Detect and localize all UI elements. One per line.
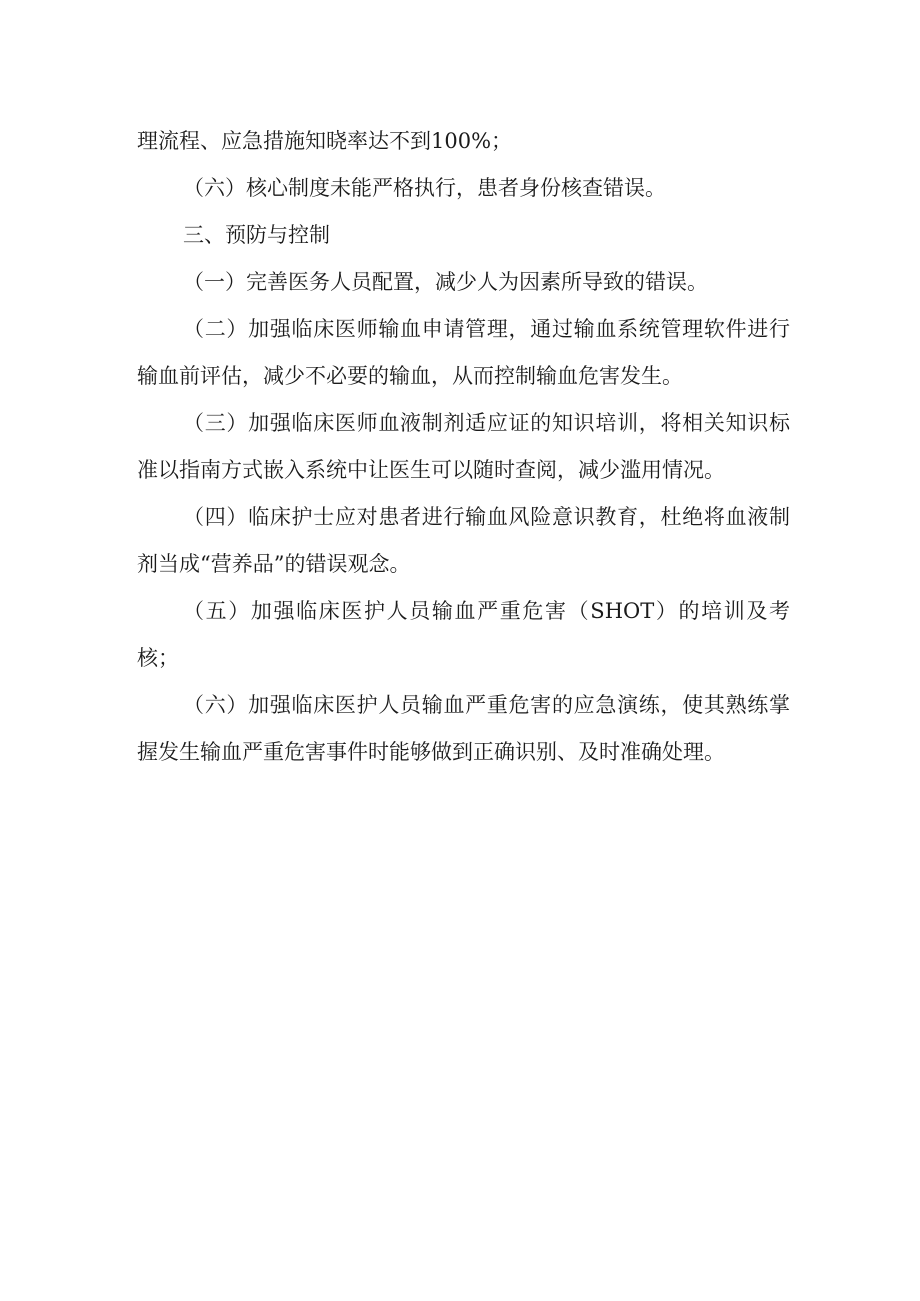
paragraph-item-1-staffing: （一）完善医务人员配置，减少人为因素所导致的错误。	[183, 270, 708, 294]
paragraph-item-3-indication-training: （三）加强临床医师血液制剂适应证的知识培训，将相关知识标准以指南方式嵌入系统中让医生可以随时查阅，减少滥用情况。	[137, 411, 790, 482]
document-body	[137, 118, 790, 776]
section-heading-prevention-control: 三、预防与控制	[183, 223, 330, 247]
paragraph-continuation: 理流程、应急措施知晓率达不到100%；	[137, 129, 513, 153]
paragraph-item-5-shot-training: （五）加强临床医护人员输血严重危害（SHOT）的培训及考核；	[137, 599, 790, 670]
paragraph-item-2-transfusion-request: （二）加强临床医师输血申请管理，通过输血系统管理软件进行输血前评估，减少不必要的输血，从而控制输血危害发生。	[137, 317, 790, 388]
paragraph-item-4-patient-education: （四）临床护士应对患者进行输血风险意识教育，杜绝将血液制剂当成“营养品”的错误观念。	[137, 505, 790, 576]
paragraph-item-6-emergency-drill: （六）加强临床医护人员输血严重危害的应急演练，使其熟练掌握发生输血严重危害事件时能够做到正确识别、及时准确处理。	[137, 693, 790, 764]
paragraph-item-6-core-system: （六）核心制度未能严格执行，患者身份核查错误。	[183, 176, 666, 200]
